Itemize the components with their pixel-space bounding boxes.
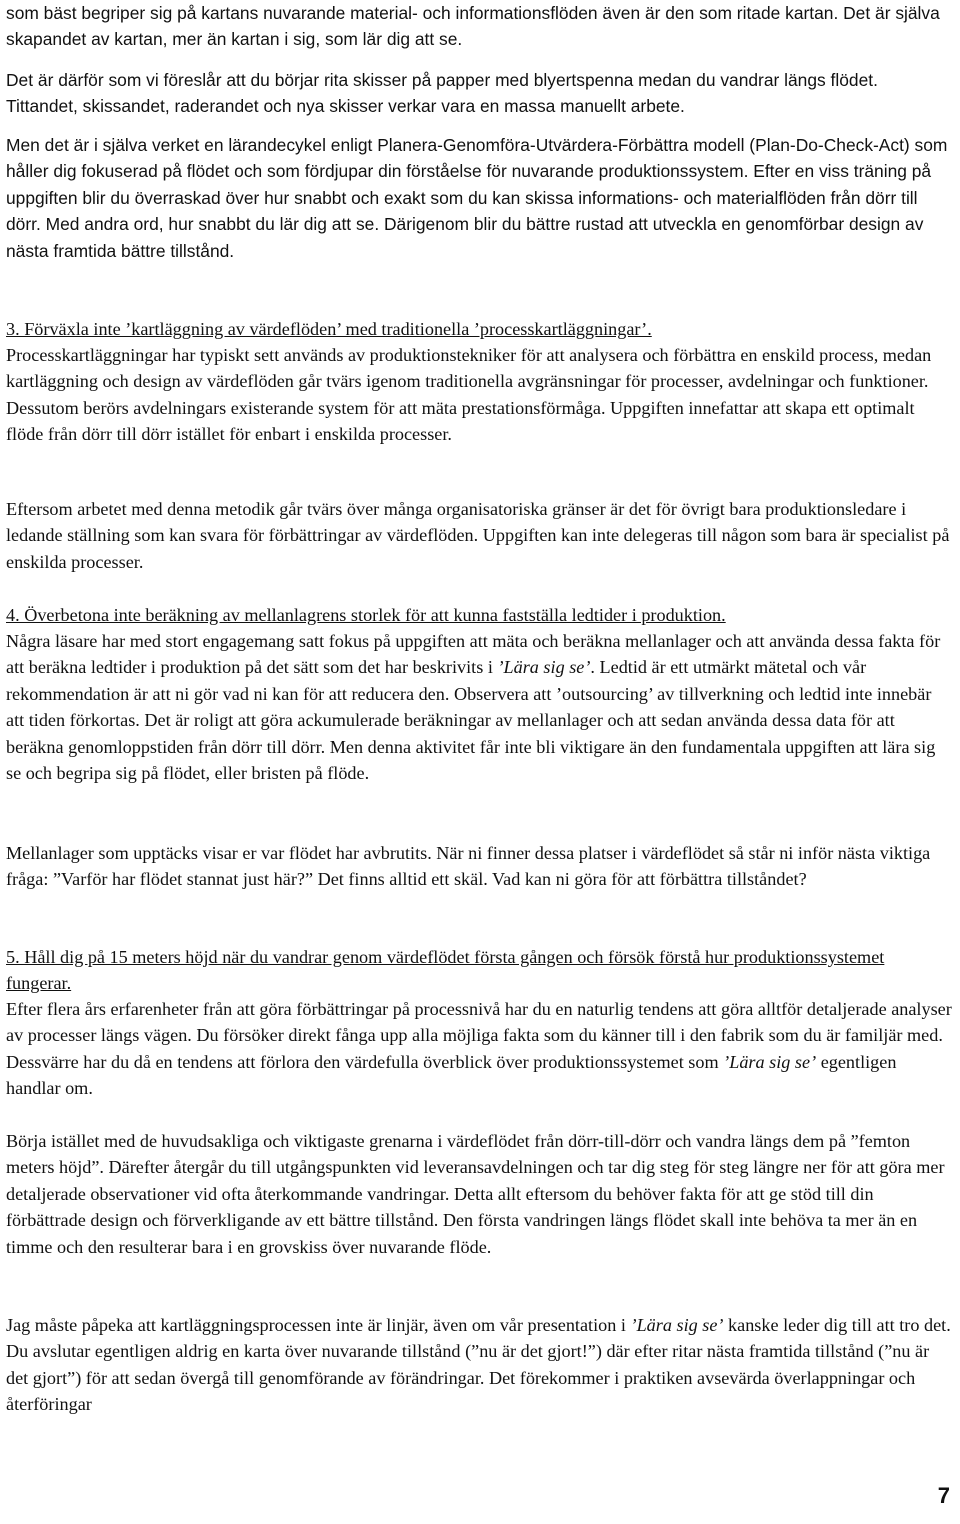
paragraph-non-linear-part-1: Jag måste påpeka att kartläggningsprocessen inte är linjär, även om vår presentation i: [6, 1315, 631, 1335]
page-number: 7: [937, 1483, 950, 1508]
paragraph-start-instead: Börja istället med de huvudsakliga och viktigaste grenarna i värdeflödet från dörr-till-dörr och vandra längs dem på ”femton meters höjd”. Därefter återgår du till utgångspunkten vid leveransavdelningen och tar dig steg för steg längre ner för att göra mer detaljerade observationer vid ofta återkommande vandringar. Detta allt eftersom du behöver fakta för att ge stöd till din förbättrade design och förverkligande av ett bättre tillstånd. Den första vandringen längs flödet skall inte behöva ta mer än en timme och den resulterar bara i en grovskiss över nuvarande flöde.: [6, 1131, 945, 1257]
book-title-reference: ’Lära sig se’: [630, 1315, 724, 1335]
section-heading-4: 4. Överbetona inte beräkning av mellanlagrens storlek för att kunna fastställa ledtider i produktion.: [6, 605, 726, 625]
paragraph-process-mapping: Processkartläggningar har typiskt sett används av produktionstekniker för att analysera och förbättra en enskild process, medan kartläggning och design av värdeflöden går tvärs igenom traditionella avgränsningar för processer, avdelningar och funktioner. Dessutom berörs avdelningars existerande system för att mäta prestationsförmåga. Uppgiften innefattar att skapa ett optimalt flöde från dörr till dörr istället för enbart i enskilda processer.: [6, 345, 932, 445]
paragraph-detailed-analysis-part-1: Efter flera års erfarenheter från att göra förbättringar på processnivå har du en naturlig tendens att göra alltför detaljerade analyser av processer längs vägen. Du försöker direkt fånga upp alla möjliga fakta som du känner till i den fabrik som du är familjär med. Dessvärre har du då en tendens att förlora den värdefulla överblick över produktionssystemet som: [6, 999, 952, 1072]
paragraph-learning-cycle: Men det är i själva verket en lärandecykel enligt Planera-Genomföra-Utvärdera-Förbättra modell (Plan-Do-Check-Act) som håller dig fokuserad på flödet och som fördjupar din förståelse för nuvarande produktionssystem. Efter en viss träning på uppgiften blir du överraskad över hur snabbt och exakt som du kan skissa informations- och materialflöden från dörr till dörr. Med andra ord, hur snabbt du lär dig att se. Därigenom blir du bättre rustad att utveckla en genomförbar design av nästa framtida bättre tillstånd.: [6, 135, 948, 261]
paragraph-non-linear: [6, 1312, 952, 1418]
paragraph-lead-time-part-1: Några läsare har med stort engagemang satt fokus på uppgiften att mäta och beräkna mellanlager och att använda dessa fakta för att beräkna ledtider i produktion på det sätt som det har beskrivits i: [6, 631, 941, 678]
section-heading-5: 5. Håll dig på 15 meters höjd när du vandrar genom värdeflödet första gången och försök förstå hur produktionssystemet fungerar.: [6, 947, 885, 994]
paragraph-detailed-analysis-part-2: egentligen handlar om.: [6, 1051, 897, 1099]
paragraph-sketching: Det är därför som vi föreslår att du börjar rita skisser på papper med blyertspenna medan du vandrar längs flödet. Tittandet, skissandet, raderandet och nya skisser verkar vara en massa manuellt arbete.: [6, 70, 878, 117]
book-title-reference: ’Lära sig se’: [723, 1051, 817, 1072]
book-title-reference: ’Lära sig se’: [497, 657, 591, 678]
paragraph-eftersom: Eftersom arbetet med denna metodik går tvärs över många organisatoriska gränser är det för övrigt bara produktionsledare i ledande ställning som kan svara för förbättringar av värdeflöden. Uppgiften kan inte delegeras till någon som bara är specialist på enskilda processer.: [6, 499, 950, 572]
paragraph-intro: som bäst begriper sig på kartans nuvarande material- och informationsflöden även är den som ritade kartan. Det är själva skapandet av kartan, mer än kartan i sig, som lär dig att se.: [6, 3, 940, 50]
paragraph-non-linear-part-2: kanske leder dig till att tro det. Du avslutar egentligen aldrig en karta över nuvarande tillstånd (”nu är det gjort!”) där efter ritar nästa framtida tillstånd (”nu är det gjort”) för att sedan övergå till genomförande av förändringar. Det förekommer i praktiken avsevärda överlappningar och återföringar: [6, 1315, 951, 1415]
paragraph-lead-time: [6, 628, 952, 786]
paragraph-lead-time-part-2: . Ledtid är ett utmärkt mätetal och vår rekommendation är att ni gör vad ni kan för att reducera den. Observera att ’outsourcing’ av tillverkning och ledtid inte innebär att tiden förkortas. Det är roligt att göra ackumulerade beräkningar av mellanlager och att sedan använda dessa data för att beräkna genomloppstiden från dörr till dörr. Men denna aktivitet får inte bli viktigare än den fundamentala uppgiften att lära sig se och begripa sig på flödet, eller bristen på flöde.: [6, 657, 936, 784]
paragraph-inventory: Mellanlager som upptäcks visar er var flödet har avbrutits. När ni finner dessa platser i värdeflödet så står ni inför nästa viktiga fråga: ”Varför har flödet stannat just här?” Det finns alltid ett skäl. Vad kan ni göra för att förbättra tillståndet?: [6, 843, 931, 890]
section-heading-3: 3. Förväxla inte ’kartläggning av värdeflöden’ med traditionella ’processkartläggningar’.: [6, 319, 652, 339]
paragraph-detailed-analysis: [6, 996, 952, 1102]
